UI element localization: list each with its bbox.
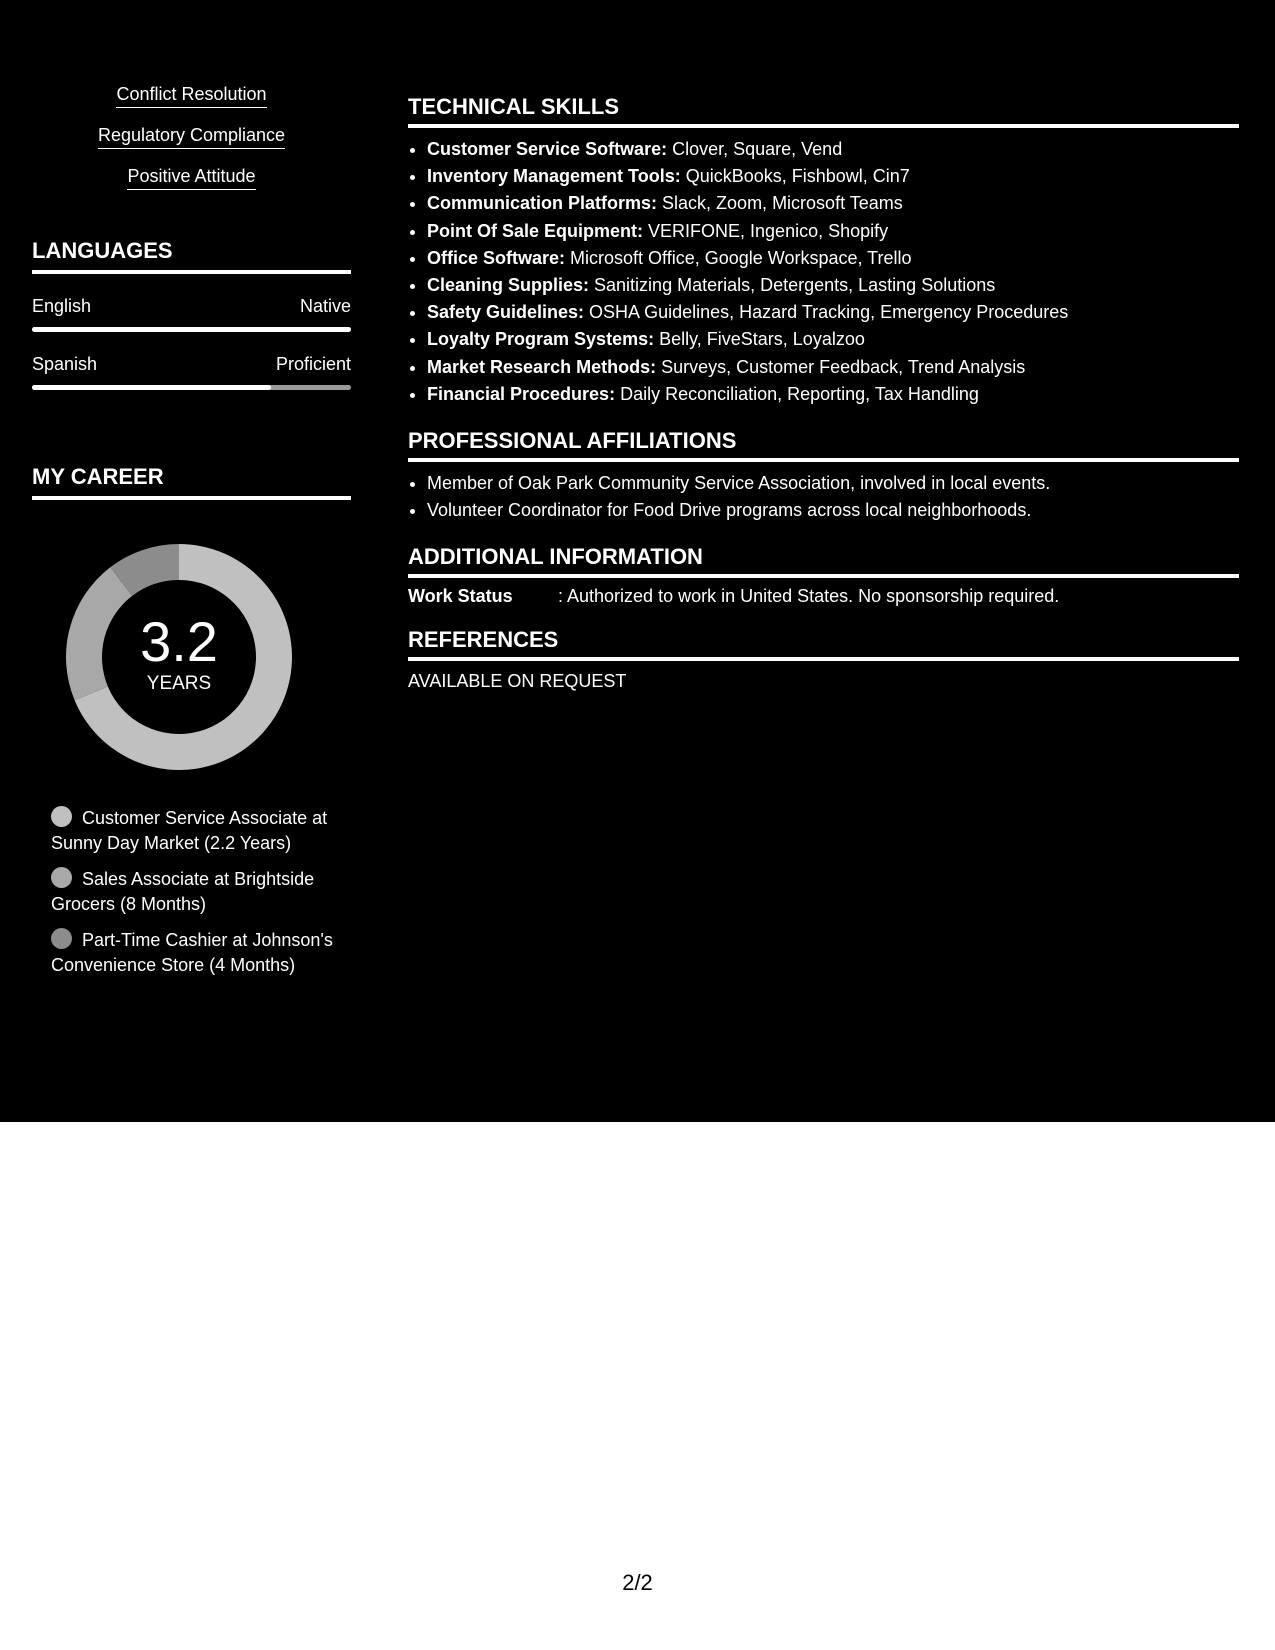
language-bar-fill [32,385,271,390]
career-heading: MY CAREER [32,464,351,500]
technical-skill-item [427,190,1239,217]
technical-skill-item [427,136,1239,163]
skill-values: VERIFONE, Ingenico, Shopify [643,220,889,241]
skill-category: Communication Platforms: [427,193,658,214]
language-bar-fill [32,327,351,332]
career-total-value: 3.2 [140,610,218,673]
skill-category: Financial Procedures: [427,383,616,404]
donut-center [66,544,292,770]
technical-skill-item [427,299,1239,326]
technical-skills-list [408,136,1239,408]
references-heading: REFERENCES [408,627,1239,661]
page-number: 2/2 [622,1570,653,1595]
affiliations-list [408,470,1239,524]
technical-skill-item [427,354,1239,381]
list-item: • Volunteer Coordinator for Food Drive programs across local neighborhoods. [427,497,1239,524]
technical-skill-item [427,381,1239,408]
language-bar [32,385,351,390]
legend-label: Part-Time Cashier at Johnson's Convenience Store (4 Months) [51,930,333,975]
references-text: AVAILABLE ON REQUEST [408,671,627,692]
skill-category: Loyalty Program Systems: [427,329,655,350]
skill-category: Market Research Methods: [427,356,657,377]
technical-skill-item [427,245,1239,272]
legend-item [51,867,341,917]
affiliations-heading: PROFESSIONAL AFFILIATIONS [408,428,1239,462]
references-section [408,627,1239,692]
language-item [32,354,351,390]
skill-values: Sanitizing Materials, Detergents, Lasting Solutions [589,275,996,296]
additional-info-heading: ADDITIONAL INFORMATION [408,544,1239,578]
language-name: English [32,296,92,316]
career-total-unit: YEARS [146,673,212,694]
languages-heading: LANGUAGES [32,238,351,274]
technical-skill-item [427,163,1239,190]
technical-skill-item [427,218,1239,245]
skill-values: Surveys, Customer Feedback, Trend Analysis [656,356,1026,377]
work-status-value: : Authorized to work in United States. No sponsorship required. [558,586,1060,607]
language-level: Native [299,296,351,316]
language-name: Spanish [32,354,98,374]
technical-skills-heading: TECHNICAL SKILLS [408,94,1239,128]
skill-category: Safety Guidelines: [427,302,585,323]
skill-values: OSHA Guidelines, Hazard Tracking, Emergency Procedures [584,302,1069,323]
affiliations-section [408,428,1239,524]
skill-tag: Regulatory Compliance [98,125,285,149]
skill-values: Slack, Zoom, Microsoft Teams [657,193,903,214]
skill-category: Cleaning Supplies: [427,275,590,296]
technical-skills-section [408,94,1239,408]
work-status-label: Work Status [408,586,513,607]
skill-values: Microsoft Office, Google Workspace, Trello [565,247,912,268]
additional-info-section [408,544,1239,607]
skill-category: Office Software: [427,247,566,268]
skill-tags [32,84,351,207]
legend-label: Customer Service Associate at Sunny Day Market (2.2 Years) [51,808,328,853]
skill-tag: Conflict Resolution [116,84,266,108]
language-level: Proficient [275,354,351,374]
skill-category: Customer Service Software: [427,139,668,159]
legend-item [51,806,341,856]
skill-values: QuickBooks, Fishbowl, Cin7 [680,166,910,187]
right-column [408,94,1239,692]
work-status-row [408,586,1239,607]
skill-values: Clover, Square, Vend [667,139,843,159]
language-item [32,296,351,332]
skill-category: Inventory Management Tools: [427,166,681,187]
skill-tag: Positive Attitude [127,166,255,190]
skill-values: Belly, FiveStars, Loyalzoo [654,329,865,350]
legend-dot [51,806,72,827]
technical-skill-item [427,326,1239,353]
legend-item [51,928,341,978]
legend-dot [51,867,72,888]
career-legend [32,806,341,978]
legend-label: Sales Associate at Brightside Grocers (8 Months) [51,869,315,914]
skill-category: Point Of Sale Equipment: [427,220,644,241]
career-donut-chart [66,544,292,770]
list-item: • Member of Oak Park Community Service Association, involved in local events. [427,470,1239,497]
language-bar [32,327,351,332]
technical-skill-item [427,272,1239,299]
skill-values: Daily Reconciliation, Reporting, Tax Handling [615,383,979,404]
left-column [32,84,351,989]
legend-dot [51,928,72,949]
